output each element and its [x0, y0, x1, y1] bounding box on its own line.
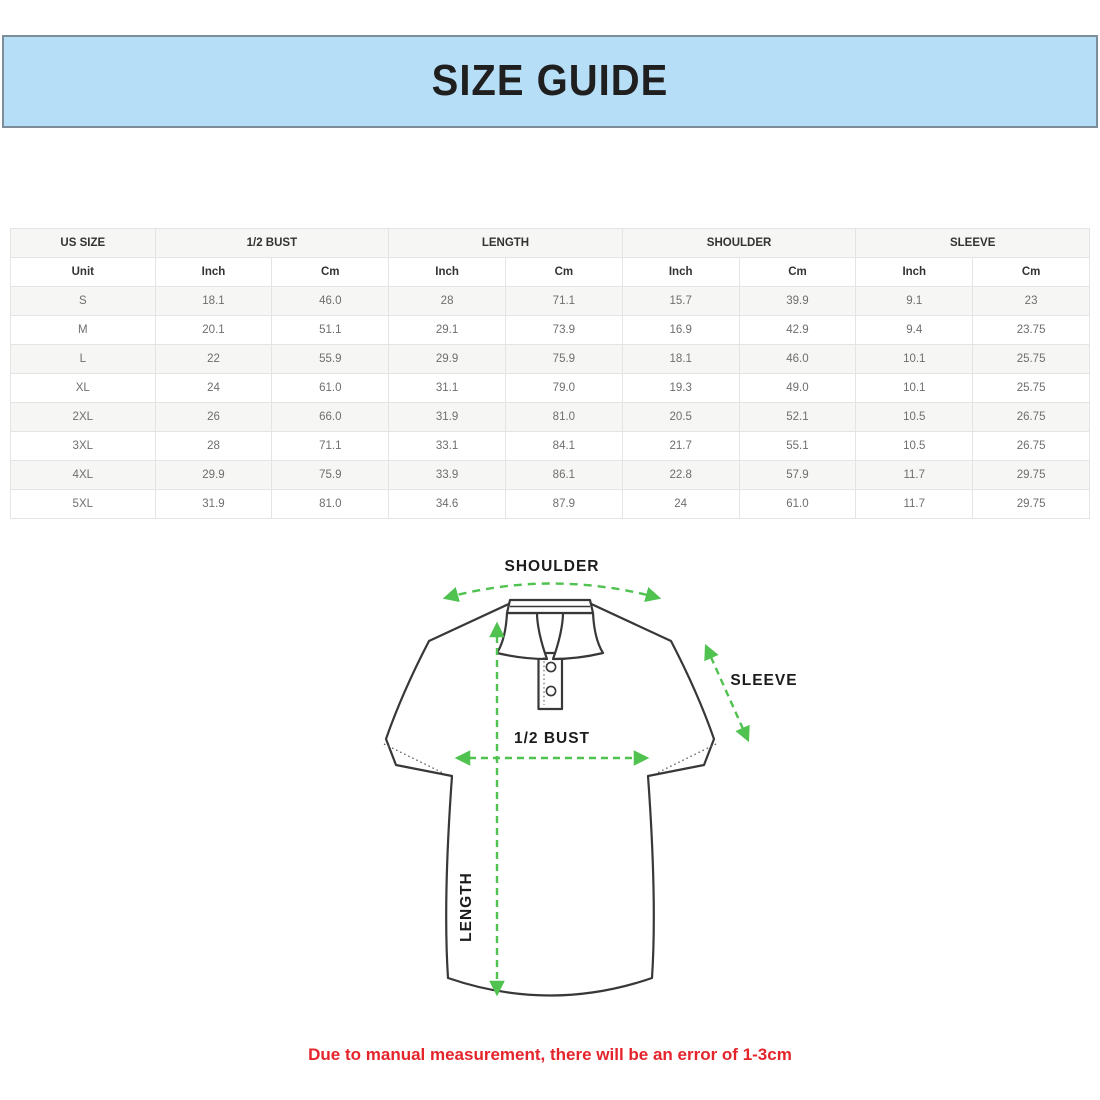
- measurement-cell: 29.75: [973, 490, 1090, 519]
- shirt-measurement-diagram: [350, 545, 810, 1015]
- measurement-cell: 51.1: [272, 316, 389, 345]
- disclaimer-text: Due to manual measurement, there will be an error of 1-3cm: [308, 1045, 792, 1064]
- measurement-cell: 46.0: [272, 287, 389, 316]
- measurement-cell: 10.5: [856, 432, 973, 461]
- measurement-cell: 11.7: [856, 490, 973, 519]
- table-row: [11, 403, 1090, 432]
- measurement-cell: 34.6: [389, 490, 506, 519]
- size-cell: 2XL: [11, 403, 156, 432]
- measurement-cell: 55.9: [272, 345, 389, 374]
- column-group-row: [11, 229, 1090, 258]
- shoulder-arrow: [445, 584, 659, 599]
- measurement-cell: 71.1: [272, 432, 389, 461]
- unit-cell: Inch: [622, 258, 739, 287]
- measurement-cell: 31.1: [389, 374, 506, 403]
- measurement-cell: 49.0: [739, 374, 856, 403]
- measurement-cell: 84.1: [505, 432, 622, 461]
- measurement-cell: 29.75: [973, 461, 1090, 490]
- measurement-cell: 75.9: [272, 461, 389, 490]
- measurement-cell: 55.1: [739, 432, 856, 461]
- sleeve-arrow: [706, 646, 748, 740]
- length-label: LENGTH: [458, 872, 475, 942]
- measurement-cell: 10.5: [856, 403, 973, 432]
- measurement-cell: 22: [155, 345, 272, 374]
- measurement-cell: 29.9: [389, 345, 506, 374]
- sleeve-label: SLEEVE: [730, 672, 798, 689]
- unit-cell: Inch: [389, 258, 506, 287]
- measurement-cell: 75.9: [505, 345, 622, 374]
- unit-header: Unit: [11, 258, 156, 287]
- size-cell: 4XL: [11, 461, 156, 490]
- measurement-cell: 87.9: [505, 490, 622, 519]
- size-cell: L: [11, 345, 156, 374]
- measurement-cell: 52.1: [739, 403, 856, 432]
- polo-shirt-outline: [386, 600, 714, 996]
- table-row: [11, 490, 1090, 519]
- size-cell: 3XL: [11, 432, 156, 461]
- measurement-cell: 9.4: [856, 316, 973, 345]
- measurement-cell: 25.75: [973, 374, 1090, 403]
- measurement-cell: 23: [973, 287, 1090, 316]
- page-title: SIZE GUIDE: [431, 57, 669, 105]
- measurement-cell: 39.9: [739, 287, 856, 316]
- size-table-header: [11, 229, 1090, 287]
- table-row: [11, 316, 1090, 345]
- unit-cell: Inch: [856, 258, 973, 287]
- measurement-cell: 26: [155, 403, 272, 432]
- column-group-header: SHOULDER: [622, 229, 856, 258]
- measurement-cell: 26.75: [973, 403, 1090, 432]
- measurement-cell: 71.1: [505, 287, 622, 316]
- measurement-cell: 42.9: [739, 316, 856, 345]
- button-top: [546, 662, 555, 671]
- column-group-header: US SIZE: [11, 229, 156, 258]
- measurement-cell: 29.9: [155, 461, 272, 490]
- size-cell: XL: [11, 374, 156, 403]
- measurement-cell: 28: [389, 287, 506, 316]
- measurement-cell: 86.1: [505, 461, 622, 490]
- measurement-cell: 18.1: [622, 345, 739, 374]
- measurement-cell: 31.9: [155, 490, 272, 519]
- measurement-cell: 81.0: [505, 403, 622, 432]
- unit-row: [11, 258, 1090, 287]
- size-cell: 5XL: [11, 490, 156, 519]
- measurement-cell: 9.1: [856, 287, 973, 316]
- measurement-cell: 10.1: [856, 345, 973, 374]
- size-table: [10, 228, 1090, 519]
- table-row: [11, 432, 1090, 461]
- measurement-cell: 25.75: [973, 345, 1090, 374]
- measurement-cell: 21.7: [622, 432, 739, 461]
- measurement-cell: 33.9: [389, 461, 506, 490]
- measurement-cell: 61.0: [272, 374, 389, 403]
- measurement-cell: 46.0: [739, 345, 856, 374]
- size-table-container: [10, 228, 1090, 519]
- table-row: [11, 461, 1090, 490]
- measurement-cell: 73.9: [505, 316, 622, 345]
- size-cell: M: [11, 316, 156, 345]
- measurement-cell: 81.0: [272, 490, 389, 519]
- measurement-cell: 11.7: [856, 461, 973, 490]
- measurement-cell: 20.1: [155, 316, 272, 345]
- measurement-cell: 29.1: [389, 316, 506, 345]
- unit-cell: Cm: [272, 258, 389, 287]
- measurement-cell: 79.0: [505, 374, 622, 403]
- measurement-cell: 33.1: [389, 432, 506, 461]
- measurement-cell: 28: [155, 432, 272, 461]
- measurement-cell: 24: [622, 490, 739, 519]
- table-row: [11, 287, 1090, 316]
- measurement-cell: 10.1: [856, 374, 973, 403]
- table-row: [11, 345, 1090, 374]
- measurement-cell: 20.5: [622, 403, 739, 432]
- bust-label: 1/2 BUST: [513, 730, 591, 747]
- unit-cell: Cm: [973, 258, 1090, 287]
- measurement-cell: 22.8: [622, 461, 739, 490]
- size-table-body: [11, 287, 1090, 519]
- column-group-header: SLEEVE: [856, 229, 1090, 258]
- column-group-header: 1/2 BUST: [155, 229, 389, 258]
- measurement-cell: 31.9: [389, 403, 506, 432]
- column-group-header: LENGTH: [389, 229, 623, 258]
- measurement-cell: 26.75: [973, 432, 1090, 461]
- measurement-cell: 18.1: [155, 287, 272, 316]
- shoulder-label: SHOULDER: [504, 558, 600, 575]
- unit-cell: Cm: [505, 258, 622, 287]
- measurement-cell: 57.9: [739, 461, 856, 490]
- table-row: [11, 374, 1090, 403]
- size-guide-banner: [2, 35, 1098, 128]
- measurement-cell: 61.0: [739, 490, 856, 519]
- measurement-cell: 19.3: [622, 374, 739, 403]
- measurement-cell: 24: [155, 374, 272, 403]
- button-bottom: [546, 686, 555, 695]
- measurement-cell: 16.9: [622, 316, 739, 345]
- size-cell: S: [11, 287, 156, 316]
- measurement-cell: 23.75: [973, 316, 1090, 345]
- measurement-cell: 66.0: [272, 403, 389, 432]
- measurement-cell: 15.7: [622, 287, 739, 316]
- unit-cell: Cm: [739, 258, 856, 287]
- unit-cell: Inch: [155, 258, 272, 287]
